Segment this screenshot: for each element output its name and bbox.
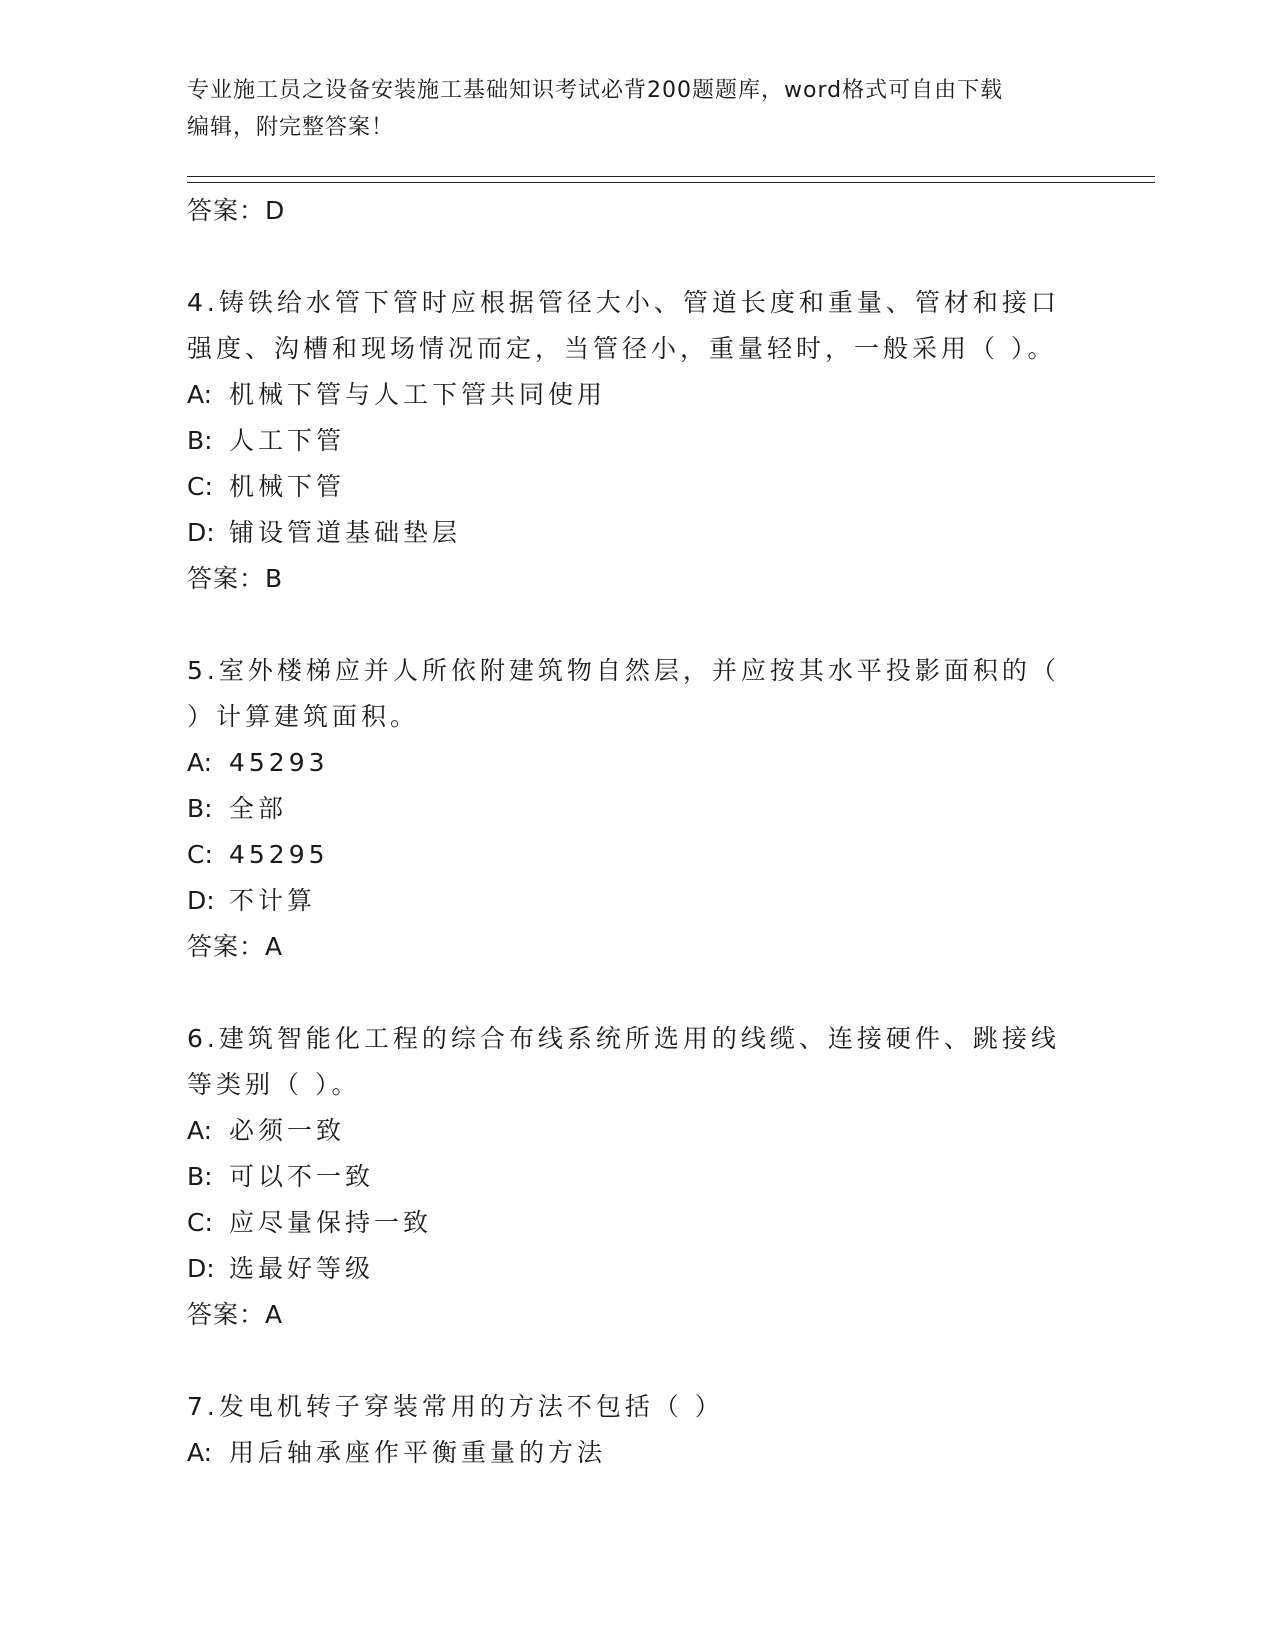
option-letter: A: xyxy=(187,748,213,777)
option-letter: C: xyxy=(187,840,213,869)
option-text: 选最好等级 xyxy=(229,1254,375,1283)
option-letter: B: xyxy=(187,794,213,823)
answer: 答案：B xyxy=(187,564,284,593)
spacer xyxy=(187,970,1087,1016)
spacer xyxy=(187,234,1087,280)
option-c xyxy=(187,832,1087,878)
option-a xyxy=(187,1108,1087,1154)
option-text: 用后轴承座作平衡重量的方法 xyxy=(229,1438,607,1467)
option-text: 人工下管 xyxy=(229,426,346,455)
document-header xyxy=(187,72,1067,146)
question-stem: 等类别（ ）。 xyxy=(187,1070,361,1099)
option-text: 不计算 xyxy=(229,886,317,915)
option-text: 全部 xyxy=(229,794,288,823)
question-stem: 强度、沟槽和现场情况而定，当管径小，重量轻时，一般采用（ ）。 xyxy=(187,334,1057,363)
option-b xyxy=(187,786,1087,832)
question-4 xyxy=(187,280,1087,602)
option-c xyxy=(187,464,1087,510)
option-text: 必须一致 xyxy=(229,1116,346,1145)
option-letter: D: xyxy=(187,518,215,547)
option-a xyxy=(187,1430,1087,1476)
question-stem: ）计算建筑面积。 xyxy=(187,702,420,731)
answer: 答案：A xyxy=(187,932,284,961)
question-stem: 7.发电机转子穿装常用的方法不包括（ ） xyxy=(187,1392,724,1421)
spacer xyxy=(187,1338,1087,1384)
spacer xyxy=(187,602,1087,648)
option-text: 45295 xyxy=(229,840,329,869)
question-5 xyxy=(187,648,1087,970)
answer: 答案：A xyxy=(187,1300,284,1329)
question-6 xyxy=(187,1016,1087,1338)
option-text: 机械下管与人工下管共同使用 xyxy=(229,380,607,409)
option-text: 可以不一致 xyxy=(229,1162,375,1191)
option-letter: A: xyxy=(187,380,213,409)
question-stem: 5.室外楼梯应并人所依附建筑物自然层，并应按其水平投影面积的（ xyxy=(187,656,1060,685)
option-letter: D: xyxy=(187,886,215,915)
previous-answer: 答案：D xyxy=(187,196,286,225)
header-line-2: 编辑，附完整答案！ xyxy=(187,115,395,140)
option-text: 机械下管 xyxy=(229,472,346,501)
option-d xyxy=(187,510,1087,556)
option-b xyxy=(187,1154,1087,1200)
option-letter: C: xyxy=(187,472,213,501)
option-letter: A: xyxy=(187,1438,213,1467)
option-a xyxy=(187,740,1087,786)
option-d xyxy=(187,1246,1087,1292)
option-letter: D: xyxy=(187,1254,215,1283)
question-stem: 6.建筑智能化工程的综合布线系统所选用的线缆、连接硬件、跳接线 xyxy=(187,1024,1060,1053)
option-text: 铺设管道基础垫层 xyxy=(229,518,462,547)
option-text: 应尽量保持一致 xyxy=(229,1208,433,1237)
option-letter: B: xyxy=(187,1162,213,1191)
option-a xyxy=(187,372,1087,418)
option-letter: C: xyxy=(187,1208,213,1237)
option-c xyxy=(187,1200,1087,1246)
header-line-1: 专业施工员之设备安装施工基础知识考试必背200题题库，word格式可自由下载 xyxy=(187,78,1004,103)
question-stem: 4.铸铁给水管下管时应根据管径大小、管道长度和重量、管材和接口 xyxy=(187,288,1060,317)
option-b xyxy=(187,418,1087,464)
header-divider-bottom xyxy=(187,182,1155,183)
option-d xyxy=(187,878,1087,924)
option-letter: B: xyxy=(187,426,213,455)
header-divider-top xyxy=(187,176,1155,177)
question-7 xyxy=(187,1384,1087,1476)
option-letter: A: xyxy=(187,1116,213,1145)
question-content xyxy=(187,188,1087,1476)
option-text: 45293 xyxy=(229,748,329,777)
